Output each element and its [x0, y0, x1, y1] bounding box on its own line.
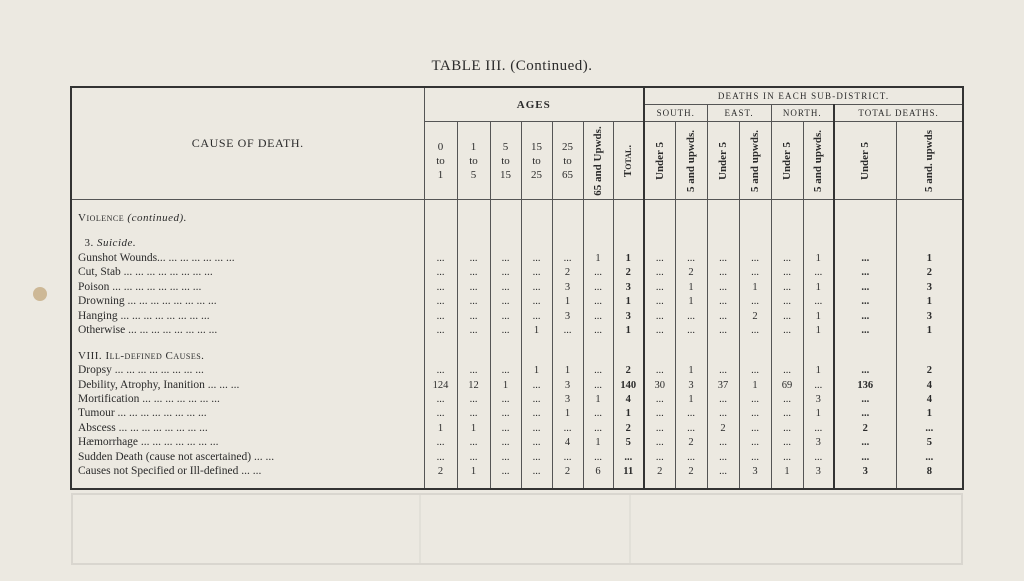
row-value: ...: [424, 251, 457, 265]
east-5up: 5 and upwds.: [739, 122, 771, 200]
row-value: 5: [926, 437, 932, 449]
row-value: ...: [424, 436, 457, 450]
total-5up: 5 and. upwds: [896, 122, 962, 200]
row-value: 1: [613, 323, 644, 337]
row-value: ...: [490, 309, 521, 323]
row-value: ...: [675, 309, 707, 323]
row-value: ...: [490, 294, 521, 308]
row-value: ...: [644, 436, 675, 450]
row-value: ...: [803, 378, 834, 392]
row-value: ...: [739, 266, 771, 280]
row-value: 30: [644, 378, 675, 392]
row-value: 1: [803, 309, 834, 323]
row-value: ...: [834, 407, 896, 421]
row-value: 4: [613, 392, 644, 406]
row-value: 3: [552, 309, 583, 323]
header-east: EAST.: [707, 105, 771, 122]
row-value: 1: [583, 251, 613, 265]
row-value: ...: [675, 450, 707, 464]
row-value: ...: [707, 294, 739, 308]
row-value: ...: [521, 251, 552, 265]
table-row: [72, 280, 962, 294]
row-value: ...: [457, 392, 490, 406]
row-value: ...: [675, 421, 707, 435]
row-value: ...: [583, 280, 613, 294]
row-cause-label: Sudden Death (cause not ascertained) ... ...: [72, 450, 424, 464]
table-row: [72, 323, 962, 337]
row-value: 3: [552, 280, 583, 294]
row-value: ...: [644, 294, 675, 308]
table-row: [72, 421, 962, 435]
row-value: 1: [803, 280, 834, 294]
row-value: ...: [771, 309, 803, 323]
row-value: ...: [739, 421, 771, 435]
age-col-65-up: 65 and Upwds.: [583, 122, 613, 200]
table-row: [72, 294, 962, 308]
header-ages: AGES: [424, 88, 644, 122]
row-value: ...: [424, 280, 457, 294]
row-value: ...: [771, 407, 803, 421]
row-value: ...: [707, 251, 739, 265]
row-value: ...: [707, 363, 739, 377]
row-value: ...: [521, 309, 552, 323]
row-value: 6: [583, 464, 613, 478]
row-value: 2: [675, 436, 707, 450]
row-value: 1: [675, 363, 707, 377]
table-row: [72, 392, 962, 406]
row-value: 1: [457, 464, 490, 478]
row-value: ...: [707, 464, 739, 478]
table-row: [72, 378, 962, 392]
row-value: ...: [490, 464, 521, 478]
row-value: ...: [644, 280, 675, 294]
table-row: [72, 266, 962, 280]
row-cause-label: Tumour ... ... ... ... ... ... ... ...: [72, 407, 424, 421]
row-cause-label: Poison ... ... ... ... ... ... ... ...: [72, 280, 424, 294]
row-value: ...: [834, 251, 896, 265]
age-col-3: 15 to 25: [521, 122, 552, 200]
row-value: ...: [424, 363, 457, 377]
row-value: ...: [552, 450, 583, 464]
row-value: 1: [613, 251, 644, 265]
row-value: ...: [552, 421, 583, 435]
row-value: 1: [803, 251, 834, 265]
row-value: 1: [583, 392, 613, 406]
row-value: 11: [613, 464, 644, 478]
header-cause: CAUSE OF DEATH.: [72, 88, 424, 200]
row-value: ...: [771, 392, 803, 406]
table-row: [72, 450, 962, 464]
row-value: ...: [739, 251, 771, 265]
north-under5: Under 5: [771, 122, 803, 200]
row-value: 3: [803, 464, 834, 478]
row-value: 1: [675, 294, 707, 308]
row-value: ...: [739, 294, 771, 308]
row-value: 2: [552, 464, 583, 478]
row-value: 3: [803, 392, 834, 406]
row-value: 1: [552, 407, 583, 421]
row-value: ...: [521, 294, 552, 308]
row-value: 1: [424, 421, 457, 435]
row-value: 3: [552, 392, 583, 406]
row-value: ...: [834, 280, 896, 294]
age-col-4: 25 to 65: [552, 122, 583, 200]
row-value: 140: [613, 378, 644, 392]
row-value: 1: [613, 407, 644, 421]
row-value: ...: [490, 392, 521, 406]
row-value: ...: [457, 436, 490, 450]
row-value: ...: [552, 251, 583, 265]
row-value: 1: [803, 407, 834, 421]
header-south: SOUTH.: [644, 105, 707, 122]
row-value: ...: [644, 450, 675, 464]
row-value: ...: [521, 450, 552, 464]
row-value: ...: [457, 294, 490, 308]
row-value: 2: [926, 267, 932, 279]
row-value: ...: [771, 450, 803, 464]
row-value: 2: [613, 266, 644, 280]
row-cause-label: Hæmorrhage ... ... ... ... ... ... ...: [72, 436, 424, 450]
row-value: 1: [926, 296, 932, 308]
row-value: ...: [644, 251, 675, 265]
row-value: ...: [644, 407, 675, 421]
row-value: ...: [707, 450, 739, 464]
row-value: ...: [490, 421, 521, 435]
row-value: 1: [739, 378, 771, 392]
row-value: 1: [552, 294, 583, 308]
row-value: ...: [803, 294, 834, 308]
row-value: ...: [644, 392, 675, 406]
row-value: 1: [926, 408, 932, 420]
row-value: ...: [424, 294, 457, 308]
row-value: ...: [675, 323, 707, 337]
table-row: [72, 251, 962, 265]
mortality-table: [72, 88, 962, 488]
row-value: ...: [834, 363, 896, 377]
row-cause-label: Dropsy ... ... ... ... ... ... ... ...: [72, 363, 424, 377]
row-value: ...: [583, 309, 613, 323]
table-row: [72, 363, 962, 377]
row-value: 2: [739, 309, 771, 323]
row-value: ...: [583, 363, 613, 377]
row-value: ...: [521, 421, 552, 435]
row-value: 1: [490, 378, 521, 392]
row-value: ...: [583, 378, 613, 392]
row-value: 69: [771, 378, 803, 392]
header-total-deaths: TOTAL DEATHS.: [834, 105, 962, 122]
east-under5: Under 5: [707, 122, 739, 200]
row-value: ...: [771, 251, 803, 265]
row-value: ...: [583, 266, 613, 280]
row-cause-label: Hanging ... ... ... ... ... ... ... ...: [72, 309, 424, 323]
row-value: ...: [457, 280, 490, 294]
row-value: ...: [521, 436, 552, 450]
table-row: [72, 309, 962, 323]
row-cause-label: Causes not Specified or Ill-defined ... ...: [72, 464, 424, 478]
row-value: ...: [424, 266, 457, 280]
row-value: ...: [803, 450, 834, 464]
row-value: ...: [424, 323, 457, 337]
row-value: 3: [803, 436, 834, 450]
row-value: ...: [521, 464, 552, 478]
row-value: ...: [490, 251, 521, 265]
row-value: ...: [707, 407, 739, 421]
row-value: 1: [771, 464, 803, 478]
row-value: ...: [834, 294, 896, 308]
total-under5: Under 5: [834, 122, 896, 200]
row-value: ...: [739, 323, 771, 337]
row-value: 2: [675, 266, 707, 280]
south-5up: 5 and upwds.: [675, 122, 707, 200]
row-value: 1: [552, 363, 583, 377]
table-row: [72, 436, 962, 450]
row-value: ...: [834, 436, 896, 450]
row-value: ...: [424, 450, 457, 464]
row-value: 1: [521, 323, 552, 337]
row-value: ...: [771, 421, 803, 435]
row-value: ...: [771, 436, 803, 450]
row-value: ...: [583, 323, 613, 337]
table-title: TABLE III. (Continued).: [431, 58, 593, 74]
row-value: ...: [521, 266, 552, 280]
age-col-0: 0 to 1: [424, 122, 457, 200]
section-ill-defined-heading: VIII. Ill-defined Causes.: [72, 347, 424, 364]
row-value: 3: [926, 281, 932, 293]
row-value: 4: [552, 436, 583, 450]
row-value: ...: [834, 392, 896, 406]
row-value: 37: [707, 378, 739, 392]
row-value: ...: [739, 407, 771, 421]
row-value: ...: [521, 280, 552, 294]
row-value: ...: [521, 378, 552, 392]
age-col-2: 5 to 15: [490, 122, 521, 200]
row-value: ...: [490, 363, 521, 377]
row-value: ...: [457, 266, 490, 280]
row-value: 1: [457, 421, 490, 435]
row-value: ...: [771, 294, 803, 308]
row-value: ...: [707, 266, 739, 280]
row-value: 1: [803, 323, 834, 337]
row-value: 2: [926, 365, 932, 377]
row-value: ...: [834, 266, 896, 280]
row-value: ...: [424, 309, 457, 323]
row-value: 3: [739, 464, 771, 478]
row-value: ...: [490, 266, 521, 280]
south-under5: Under 5: [644, 122, 675, 200]
row-value: ...: [834, 450, 896, 464]
row-value: 3: [552, 378, 583, 392]
row-value: ...: [583, 407, 613, 421]
row-value: ...: [834, 309, 896, 323]
row-value: 2: [834, 421, 896, 435]
row-value: ...: [707, 436, 739, 450]
row-value: 2: [613, 421, 644, 435]
section-violence-heading: Violence (continued).: [72, 209, 424, 226]
row-value: ...: [644, 266, 675, 280]
row-value: ...: [457, 251, 490, 265]
row-value: ...: [675, 251, 707, 265]
row-value: ...: [644, 363, 675, 377]
row-value: ...: [644, 323, 675, 337]
row-value: 3: [926, 310, 932, 322]
row-value: 3: [613, 309, 644, 323]
row-value: ...: [457, 309, 490, 323]
row-cause-label: Drowning ... ... ... ... ... ... ... ...: [72, 294, 424, 308]
row-value: 3: [613, 280, 644, 294]
table-row: [72, 464, 962, 478]
row-value: ...: [490, 450, 521, 464]
bleed-through-shadow: [70, 492, 964, 572]
row-cause-label: Gunshot Wounds... ... ... ... ... ... ...: [72, 251, 424, 265]
row-value: ...: [925, 451, 934, 463]
row-value: ...: [707, 309, 739, 323]
row-value: ...: [739, 450, 771, 464]
row-value: ...: [771, 363, 803, 377]
age-col-total: Total.: [613, 122, 644, 200]
row-value: 2: [424, 464, 457, 478]
row-value: 4: [926, 393, 932, 405]
ink-stain: [33, 287, 47, 301]
row-value: 1: [675, 280, 707, 294]
row-value: ...: [424, 392, 457, 406]
row-value: ...: [925, 422, 934, 434]
row-value: ...: [521, 407, 552, 421]
row-value: ...: [552, 323, 583, 337]
row-value: ...: [739, 392, 771, 406]
row-value: 1: [926, 325, 932, 337]
row-value: ...: [490, 407, 521, 421]
header-north: NORTH.: [771, 105, 834, 122]
subsection-suicide-heading: 3. Suicide.: [72, 235, 424, 252]
row-value: ...: [521, 392, 552, 406]
row-cause-label: Mortification ... ... ... ... ... ... ...: [72, 392, 424, 406]
row-value: ...: [583, 421, 613, 435]
row-value: 1: [675, 392, 707, 406]
row-value: 3: [675, 378, 707, 392]
row-value: 1: [926, 252, 932, 264]
row-value: 1: [521, 363, 552, 377]
row-value: 1: [583, 436, 613, 450]
row-value: 5: [613, 436, 644, 450]
row-value: ...: [424, 407, 457, 421]
row-value: ...: [739, 436, 771, 450]
row-value: ...: [457, 323, 490, 337]
table-row: [72, 407, 962, 421]
row-value: 2: [552, 266, 583, 280]
row-value: ...: [707, 323, 739, 337]
header-deaths-sub-district: DEATHS IN EACH SUB-DISTRICT.: [644, 88, 962, 105]
row-value: ...: [644, 421, 675, 435]
row-value: ...: [707, 280, 739, 294]
row-value: 1: [613, 294, 644, 308]
row-value: 124: [424, 378, 457, 392]
row-value: ...: [490, 323, 521, 337]
row-cause-label: Abscess ... ... ... ... ... ... ... ...: [72, 421, 424, 435]
row-value: 1: [739, 280, 771, 294]
row-value: ...: [457, 363, 490, 377]
row-value: ...: [457, 450, 490, 464]
row-value: ...: [675, 407, 707, 421]
row-value: ...: [644, 309, 675, 323]
row-cause-label: Otherwise ... ... ... ... ... ... ... ...: [72, 323, 424, 337]
row-value: ...: [490, 436, 521, 450]
row-cause-label: Debility, Atrophy, Inanition ... ... ...: [72, 378, 424, 392]
row-value: 1: [803, 363, 834, 377]
north-5up: 5 and upwds.: [803, 122, 834, 200]
age-col-1: 1 to 5: [457, 122, 490, 200]
row-value: 2: [675, 464, 707, 478]
row-value: ...: [457, 407, 490, 421]
row-value: ...: [583, 294, 613, 308]
row-value: 2: [613, 363, 644, 377]
row-value: ...: [707, 392, 739, 406]
row-value: 3: [834, 464, 896, 478]
row-value: ...: [834, 323, 896, 337]
row-value: ...: [771, 323, 803, 337]
row-value: ...: [803, 266, 834, 280]
row-value: ...: [803, 421, 834, 435]
row-value: ...: [613, 450, 644, 464]
row-cause-label: Cut, Stab ... ... ... ... ... ... ... ...: [72, 266, 424, 280]
row-value: 4: [926, 379, 932, 391]
row-value: 136: [834, 378, 896, 392]
row-value: ...: [771, 266, 803, 280]
row-value: 8: [926, 466, 932, 478]
row-value: ...: [583, 450, 613, 464]
row-value: 2: [707, 421, 739, 435]
row-value: ...: [739, 363, 771, 377]
row-value: 2: [644, 464, 675, 478]
row-value: 12: [457, 378, 490, 392]
row-value: ...: [771, 280, 803, 294]
row-value: ...: [490, 280, 521, 294]
